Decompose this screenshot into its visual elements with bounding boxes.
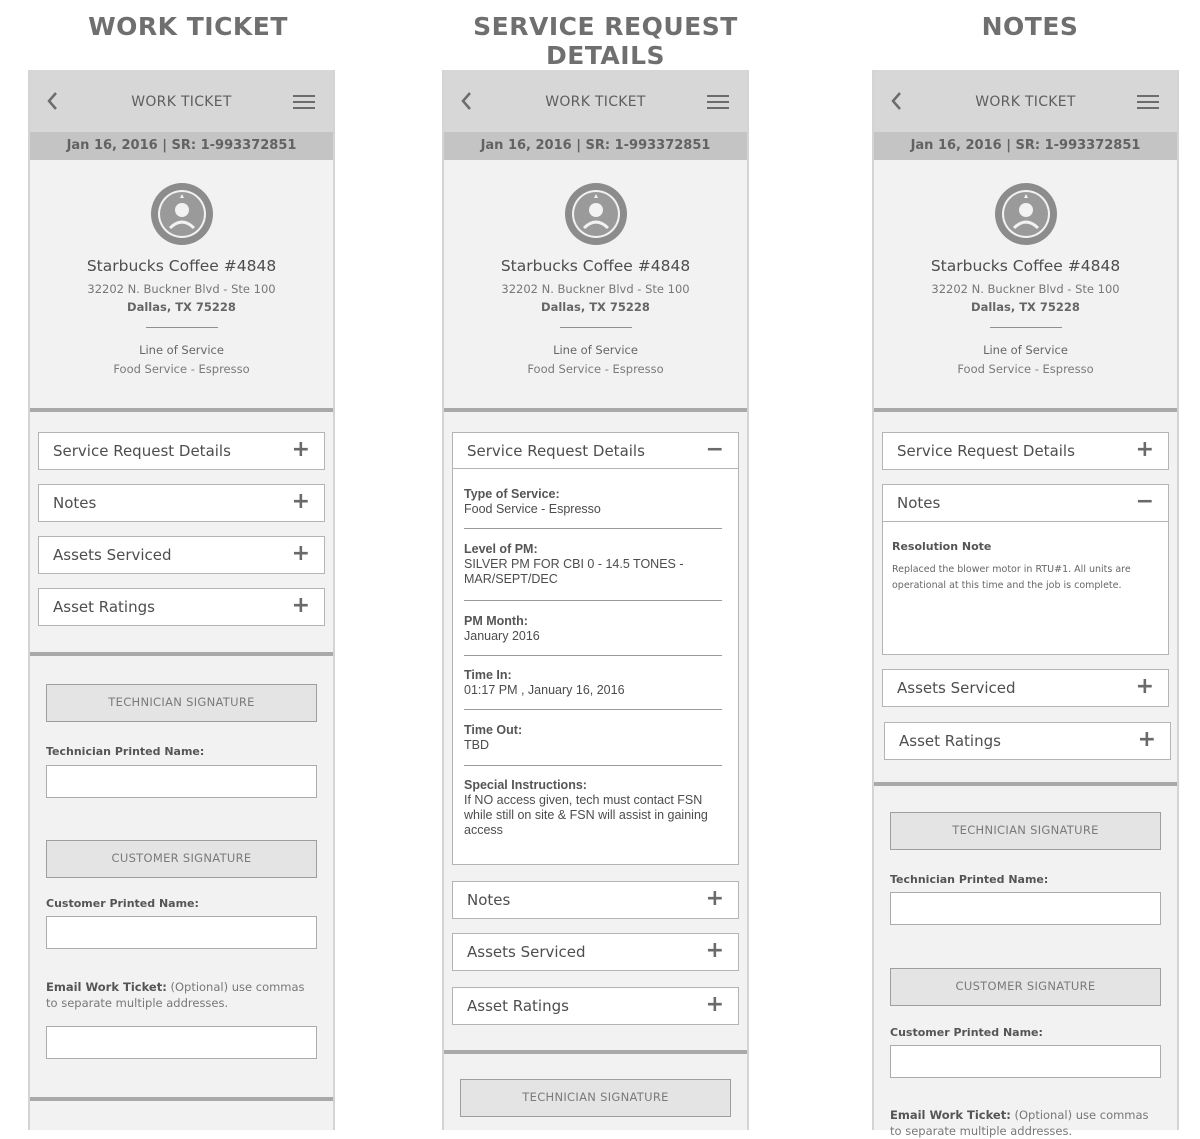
- section-divider: [30, 408, 333, 412]
- accordion-label: Asset Ratings: [467, 997, 569, 1015]
- line-of-service-label: Line of Service: [553, 343, 638, 357]
- separator: [464, 600, 722, 601]
- accordion-label: Assets Serviced: [467, 943, 586, 961]
- starbucks-logo: [150, 182, 214, 246]
- column-title-work-ticket: WORK TICKET: [88, 12, 288, 41]
- resolution-note-title: Resolution Note: [892, 540, 992, 553]
- plus-icon[interactable]: +: [1135, 674, 1154, 699]
- divider: [990, 327, 1062, 328]
- line-of-service-label: Line of Service: [139, 343, 224, 357]
- email-field[interactable]: [46, 1026, 317, 1059]
- service-request-details-panel: [452, 468, 739, 865]
- email-hint: (Optional) use commas to separate multiple addresses.: [46, 980, 305, 1010]
- technician-signature-button[interactable]: TECHNICIAN SIGNATURE: [460, 1079, 731, 1117]
- divider: [560, 327, 632, 328]
- technician-name-field[interactable]: [46, 765, 317, 798]
- phone-screen-notes: [872, 70, 1179, 1138]
- technician-signature-button[interactable]: TECHNICIAN SIGNATURE: [890, 812, 1161, 850]
- sr-value: Food Service - Espresso: [464, 502, 601, 516]
- sr-label: PM Month:: [464, 614, 528, 628]
- sr-label: Type of Service:: [464, 487, 560, 501]
- accordion-notes[interactable]: [38, 484, 325, 522]
- accordion-label: Asset Ratings: [899, 732, 1001, 750]
- sr-level-of-pm: [464, 542, 722, 587]
- column-title-service-request-details: SERVICE REQUEST DETAILS: [473, 12, 738, 70]
- sr-pm-month: [464, 614, 722, 644]
- store-name: Starbucks Coffee #4848: [86, 257, 277, 275]
- plus-icon[interactable]: +: [291, 437, 310, 462]
- minus-icon[interactable]: −: [1135, 489, 1154, 514]
- sr-value: SILVER PM FOR CBI 0 - 14.5 TONES - MAR/SEPT/DEC: [464, 557, 684, 586]
- accordion-notes[interactable]: [452, 881, 739, 919]
- customer-signature-button[interactable]: CUSTOMER SIGNATURE: [890, 968, 1161, 1006]
- plus-icon[interactable]: +: [705, 886, 724, 911]
- plus-icon[interactable]: +: [1135, 437, 1154, 462]
- sr-time-out: [464, 723, 722, 753]
- plus-icon[interactable]: +: [291, 541, 310, 566]
- sr-label: Time Out:: [464, 723, 523, 737]
- section-divider: [874, 782, 1177, 786]
- accordion-label: Assets Serviced: [53, 546, 172, 564]
- separator: [464, 765, 722, 766]
- accordion-label: Notes: [897, 494, 941, 512]
- email-label: Email Work Ticket:: [890, 1108, 1011, 1122]
- email-work-ticket-hint: [46, 979, 317, 1011]
- customer-name-field[interactable]: [890, 1045, 1161, 1078]
- email-hint: (Optional) use commas to separate multiple addresses.: [890, 1108, 1149, 1138]
- minus-icon[interactable]: −: [705, 437, 724, 462]
- hamburger-menu-icon[interactable]: [1137, 95, 1159, 109]
- plus-icon[interactable]: +: [705, 938, 724, 963]
- app-bar: [30, 70, 333, 132]
- separator: [464, 709, 722, 710]
- accordion-notes[interactable]: [882, 484, 1169, 522]
- separator: [464, 655, 722, 656]
- accordion-label: Service Request Details: [897, 442, 1075, 460]
- app-bar: [874, 70, 1177, 132]
- phone-screen-service-request-details: [442, 70, 749, 1130]
- column-title-notes: NOTES: [981, 12, 1079, 41]
- resolution-note-body: Replaced the blower motor in RTU#1. All units are operational at this time and the job is complete.: [892, 564, 1131, 591]
- accordion-label: Asset Ratings: [53, 598, 155, 616]
- date-sr-bar: Jan 16, 2016 | SR: 1-993372851: [30, 132, 333, 160]
- accordion-service-request-details[interactable]: [882, 432, 1169, 470]
- store-address-line1: 32202 N. Buckner Blvd - Ste 100: [501, 282, 690, 296]
- plus-icon[interactable]: +: [705, 992, 724, 1017]
- technician-name-field[interactable]: [890, 892, 1161, 925]
- hamburger-menu-icon[interactable]: [293, 95, 315, 109]
- sr-special-instructions: [464, 778, 722, 838]
- customer-name-label: Customer Printed Name:: [890, 1026, 1043, 1039]
- app-title: WORK TICKET: [545, 94, 646, 110]
- accordion-asset-ratings[interactable]: [452, 987, 739, 1025]
- section-divider: [444, 408, 747, 412]
- hamburger-menu-icon[interactable]: [707, 95, 729, 109]
- technician-signature-button[interactable]: TECHNICIAN SIGNATURE: [46, 684, 317, 722]
- technician-name-label: Technician Printed Name:: [46, 745, 205, 758]
- technician-name-label: Technician Printed Name:: [890, 873, 1049, 886]
- accordion-label: Notes: [467, 891, 511, 909]
- sr-value: TBD: [464, 738, 489, 752]
- accordion-assets-serviced[interactable]: [882, 669, 1169, 707]
- store-address-line1: 32202 N. Buckner Blvd - Ste 100: [87, 282, 276, 296]
- section-divider: [30, 1097, 333, 1101]
- accordion-asset-ratings[interactable]: [38, 588, 325, 626]
- store-address-line2: Dallas, TX 75228: [127, 300, 236, 314]
- accordion-assets-serviced[interactable]: [452, 933, 739, 971]
- accordion-label: Notes: [53, 494, 97, 512]
- separator: [464, 528, 722, 529]
- section-divider: [444, 1050, 747, 1054]
- store-address-line2: Dallas, TX 75228: [971, 300, 1080, 314]
- starbucks-logo: [564, 182, 628, 246]
- sr-label: Time In:: [464, 668, 512, 682]
- accordion-label: Service Request Details: [53, 442, 231, 460]
- sr-type-of-service: [464, 487, 722, 517]
- sr-label: Level of PM:: [464, 542, 538, 556]
- accordion-service-request-details[interactable]: [38, 432, 325, 470]
- sr-value: 01:17 PM , January 16, 2016: [464, 683, 625, 697]
- sr-label: Special Instructions:: [464, 778, 587, 792]
- accordion-label: Assets Serviced: [897, 679, 1016, 697]
- store-address-line2: Dallas, TX 75228: [541, 300, 650, 314]
- customer-name-field[interactable]: [46, 916, 317, 949]
- sr-value: January 2016: [464, 629, 540, 643]
- date-sr-bar: Jan 16, 2016 | SR: 1-993372851: [444, 132, 747, 160]
- line-of-service-value: Food Service - Espresso: [527, 362, 664, 376]
- date-sr-bar: Jan 16, 2016 | SR: 1-993372851: [874, 132, 1177, 160]
- sr-time-in: [464, 668, 722, 698]
- section-divider: [874, 408, 1177, 412]
- store-name: Starbucks Coffee #4848: [930, 257, 1121, 275]
- plus-icon[interactable]: +: [291, 489, 310, 514]
- store-name: Starbucks Coffee #4848: [500, 257, 691, 275]
- app-title: WORK TICKET: [975, 94, 1076, 110]
- phone-screen-work-ticket: [28, 70, 335, 1130]
- sr-value: If NO access given, tech must contact FSN while still on site & FSN will assist in gaining access: [464, 793, 708, 837]
- email-work-ticket-hint: [890, 1107, 1161, 1139]
- notes-panel: [882, 521, 1169, 655]
- line-of-service-label: Line of Service: [983, 343, 1068, 357]
- email-label: Email Work Ticket:: [46, 980, 167, 994]
- accordion-label: Service Request Details: [467, 442, 645, 460]
- divider: [146, 327, 218, 328]
- app-title: WORK TICKET: [131, 94, 232, 110]
- customer-name-label: Customer Printed Name:: [46, 897, 199, 910]
- plus-icon[interactable]: +: [1137, 727, 1156, 752]
- accordion-asset-ratings[interactable]: [884, 722, 1171, 760]
- starbucks-logo: [994, 182, 1058, 246]
- line-of-service-value: Food Service - Espresso: [957, 362, 1094, 376]
- line-of-service-value: Food Service - Espresso: [113, 362, 250, 376]
- accordion-assets-serviced[interactable]: [38, 536, 325, 574]
- accordion-service-request-details[interactable]: [452, 432, 739, 470]
- customer-signature-button[interactable]: CUSTOMER SIGNATURE: [46, 840, 317, 878]
- app-bar: [444, 70, 747, 132]
- section-divider: [30, 652, 333, 656]
- plus-icon[interactable]: +: [291, 593, 310, 618]
- store-address-line1: 32202 N. Buckner Blvd - Ste 100: [931, 282, 1120, 296]
